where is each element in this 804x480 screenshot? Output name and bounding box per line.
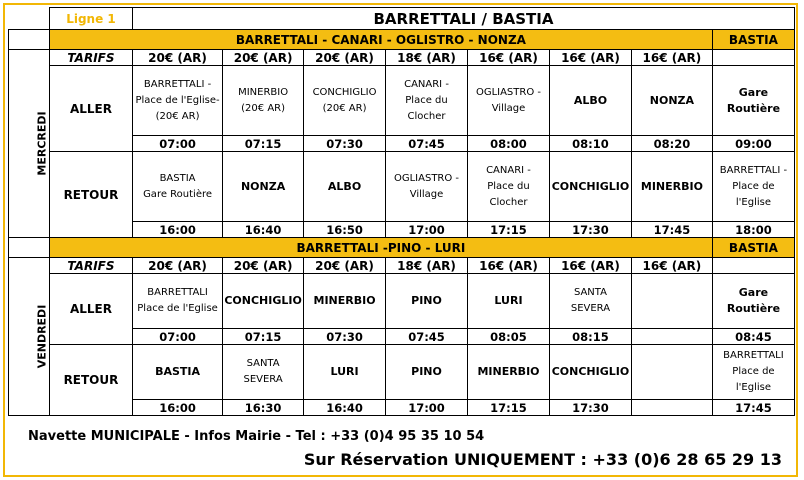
- stop-cell: [631, 152, 712, 222]
- stop-cell: [132, 274, 222, 329]
- time-cell: 17:15: [468, 400, 550, 416]
- stop-cell: [631, 66, 712, 136]
- dest-band: BASTIA: [712, 30, 794, 50]
- stop-name: CANARI -: [404, 78, 449, 90]
- stop-cell: [386, 152, 468, 222]
- stop-cell: [132, 66, 222, 136]
- stop-name: BASTIA: [155, 365, 201, 378]
- stop-name: Place du: [405, 94, 448, 106]
- time-cell: 09:00: [712, 136, 794, 152]
- stop-cell: [468, 345, 550, 400]
- tarif-cell: 20€ (AR): [304, 258, 386, 274]
- stop-cell: [223, 345, 304, 400]
- time-cell: 07:15: [223, 329, 304, 345]
- time-cell: 08:45: [712, 329, 794, 345]
- route-band: BARRETTALI - CANARI - OGLISTRO - NONZA: [49, 30, 712, 50]
- tarif-cell: 16€ (AR): [631, 258, 712, 274]
- stop-name: Place de l'Eglise: [137, 303, 218, 314]
- timetable: [8, 7, 795, 416]
- tarif-cell: 20€ (AR): [304, 50, 386, 66]
- tarif-cell: [712, 258, 794, 274]
- stop-name: BASTIA: [159, 172, 196, 184]
- tarif-cell: 20€ (AR): [223, 50, 304, 66]
- stop-name: CONCHIGLIO: [312, 86, 377, 98]
- stop-cell: [223, 66, 304, 136]
- tarif-cell: 16€ (AR): [549, 258, 631, 274]
- stop-name: Village: [409, 188, 444, 200]
- time-cell: 17:30: [549, 222, 631, 238]
- stop-name: MINERBIO: [477, 365, 540, 378]
- stop-name: SEVERA: [570, 303, 611, 314]
- stop-cell: [132, 345, 222, 400]
- time-cell: 16:00: [132, 222, 222, 238]
- time-cell: 17:00: [386, 400, 468, 416]
- stop-name: l'Eglise: [735, 382, 771, 393]
- time-cell: 16:40: [223, 222, 304, 238]
- day-text: VENDREDI: [35, 304, 49, 369]
- stop-name: MINERBIO: [238, 86, 289, 98]
- stop-name: LURI: [494, 294, 523, 307]
- time-cell: 17:45: [712, 400, 794, 416]
- stop-name: Clocher: [407, 110, 446, 122]
- band-spacer: [9, 30, 50, 50]
- tarif-cell: 16€ (AR): [549, 50, 631, 66]
- time-cell: 17:00: [386, 222, 468, 238]
- route-band: BARRETTALI -PINO - LURI: [49, 238, 712, 258]
- stop-name: (20€ AR): [155, 110, 200, 122]
- stop-cell: [468, 66, 550, 136]
- day-label: [9, 50, 50, 238]
- stop-name: MINERBIO: [313, 294, 376, 307]
- time-cell: 08:10: [549, 136, 631, 152]
- time-cell: 08:15: [549, 329, 631, 345]
- stop-name: NONZA: [240, 179, 286, 193]
- stop-cell: [386, 345, 468, 400]
- stop-cell: [712, 345, 794, 400]
- time-cell: 07:30: [304, 136, 386, 152]
- page-title: BARRETTALI / BASTIA: [132, 8, 794, 30]
- stop-name: OGLIASTRO -: [393, 172, 460, 184]
- stop-name: SEVERA: [243, 374, 283, 385]
- stop-cell: [468, 152, 550, 222]
- tarif-cell: 20€ (AR): [132, 258, 222, 274]
- time-cell: 17:15: [468, 222, 550, 238]
- time-cell: 17:45: [631, 222, 712, 238]
- time-cell: 08:05: [468, 329, 550, 345]
- ligne-label: Ligne 1: [49, 8, 132, 30]
- footer-reservation: Sur Réservation UNIQUEMENT : +33 (0)6 28 65 29 13: [303, 450, 782, 469]
- stop-name: Place du: [487, 180, 530, 192]
- stop-name: PINO: [411, 294, 442, 307]
- stop-name: MINERBIO: [640, 179, 703, 193]
- stop-name: Clocher: [489, 196, 528, 208]
- stop-name: CONCHIGLIO: [551, 365, 630, 378]
- stop-cell: [712, 152, 794, 222]
- tarif-cell: [712, 50, 794, 66]
- time-cell: 07:00: [132, 136, 222, 152]
- stop-name: BARRETTALI -: [719, 164, 788, 176]
- stop-name: (20€ AR): [322, 102, 367, 114]
- stop-name: l'Eglise: [735, 196, 771, 208]
- stop-cell: [468, 274, 550, 329]
- stop-name: OGLIASTRO -: [475, 86, 541, 98]
- stop-name: SANTA: [246, 358, 280, 369]
- stop-cell: [386, 66, 468, 136]
- stop-cell: [304, 345, 386, 400]
- stop-cell: [549, 274, 631, 329]
- time-cell: 16:50: [304, 222, 386, 238]
- time-cell: 07:45: [386, 329, 468, 345]
- stop-name: BARRETTALI: [723, 350, 784, 361]
- stop-cell: [631, 345, 712, 400]
- time-cell: 17:30: [549, 400, 631, 416]
- stop-name: (20€ AR): [241, 102, 286, 114]
- tarif-cell: 18€ (AR): [386, 258, 468, 274]
- stop-cell: [549, 66, 631, 136]
- stop-name: CANARI -: [486, 164, 531, 176]
- time-cell: [631, 329, 712, 345]
- stop-name: PINO: [411, 365, 442, 378]
- time-cell: 07:30: [304, 329, 386, 345]
- time-cell: 07:15: [223, 136, 304, 152]
- dest-band: BASTIA: [712, 238, 794, 258]
- stop-name: Gare Routière: [726, 286, 781, 315]
- stop-name: Gare Routière: [143, 188, 213, 200]
- stop-name: CONCHIGLIO: [551, 179, 630, 193]
- stop-cell: [549, 152, 631, 222]
- time-cell: 18:00: [712, 222, 794, 238]
- stop-cell: [549, 345, 631, 400]
- day-text: MERCREDI: [35, 111, 49, 176]
- stop-name: CONCHIGLIO: [224, 294, 302, 307]
- stop-name: ALBO: [573, 93, 608, 107]
- footer-info: Navette MUNICIPALE - Infos Mairie - Tel : +33 (0)4 95 35 10 54: [28, 429, 485, 444]
- tarif-cell: 16€ (AR): [468, 258, 550, 274]
- time-cell: 16:00: [132, 400, 222, 416]
- stop-cell: [712, 66, 794, 136]
- time-cell: 16:30: [223, 400, 304, 416]
- stop-cell: [223, 274, 304, 329]
- stop-name: Place de: [732, 180, 775, 192]
- tarif-cell: 18€ (AR): [386, 50, 468, 66]
- time-cell: [631, 400, 712, 416]
- stop-name: LURI: [330, 365, 359, 378]
- stop-cell: [223, 152, 304, 222]
- stop-cell: [386, 274, 468, 329]
- time-cell: 07:00: [132, 329, 222, 345]
- stop-cell: [304, 152, 386, 222]
- retour-label: RETOUR: [49, 152, 132, 238]
- stop-name: NONZA: [649, 93, 695, 107]
- stop-name: Place de l'Eglise-: [135, 94, 220, 106]
- aller-label: ALLER: [49, 66, 132, 152]
- tarif-label: TARIFS: [49, 258, 132, 274]
- stop-cell: [304, 66, 386, 136]
- corner-blank: [9, 8, 50, 30]
- tarif-cell: 20€ (AR): [223, 258, 304, 274]
- time-cell: 07:45: [386, 136, 468, 152]
- tarif-cell: 20€ (AR): [132, 50, 222, 66]
- stop-cell: [631, 274, 712, 329]
- stop-name: Village: [491, 102, 526, 114]
- stop-name: BARRETTALI: [147, 287, 208, 298]
- stop-name: ALBO: [327, 179, 362, 193]
- time-cell: 16:40: [304, 400, 386, 416]
- stop-name: SANTA: [573, 287, 607, 298]
- retour-label: RETOUR: [49, 345, 132, 416]
- stop-name: BARRETTALI -: [143, 78, 212, 90]
- time-cell: 08:00: [468, 136, 550, 152]
- stop-cell: [132, 152, 222, 222]
- day-label: [9, 258, 50, 416]
- tarif-label: TARIFS: [49, 50, 132, 66]
- band-spacer: [9, 238, 50, 258]
- time-cell: 08:20: [631, 136, 712, 152]
- stop-cell: [304, 274, 386, 329]
- stop-cell: [712, 274, 794, 329]
- aller-label: ALLER: [49, 274, 132, 345]
- tarif-cell: 16€ (AR): [631, 50, 712, 66]
- stop-name: Place de: [732, 366, 775, 377]
- stop-name: Gare Routière: [726, 85, 781, 115]
- tarif-cell: 16€ (AR): [468, 50, 550, 66]
